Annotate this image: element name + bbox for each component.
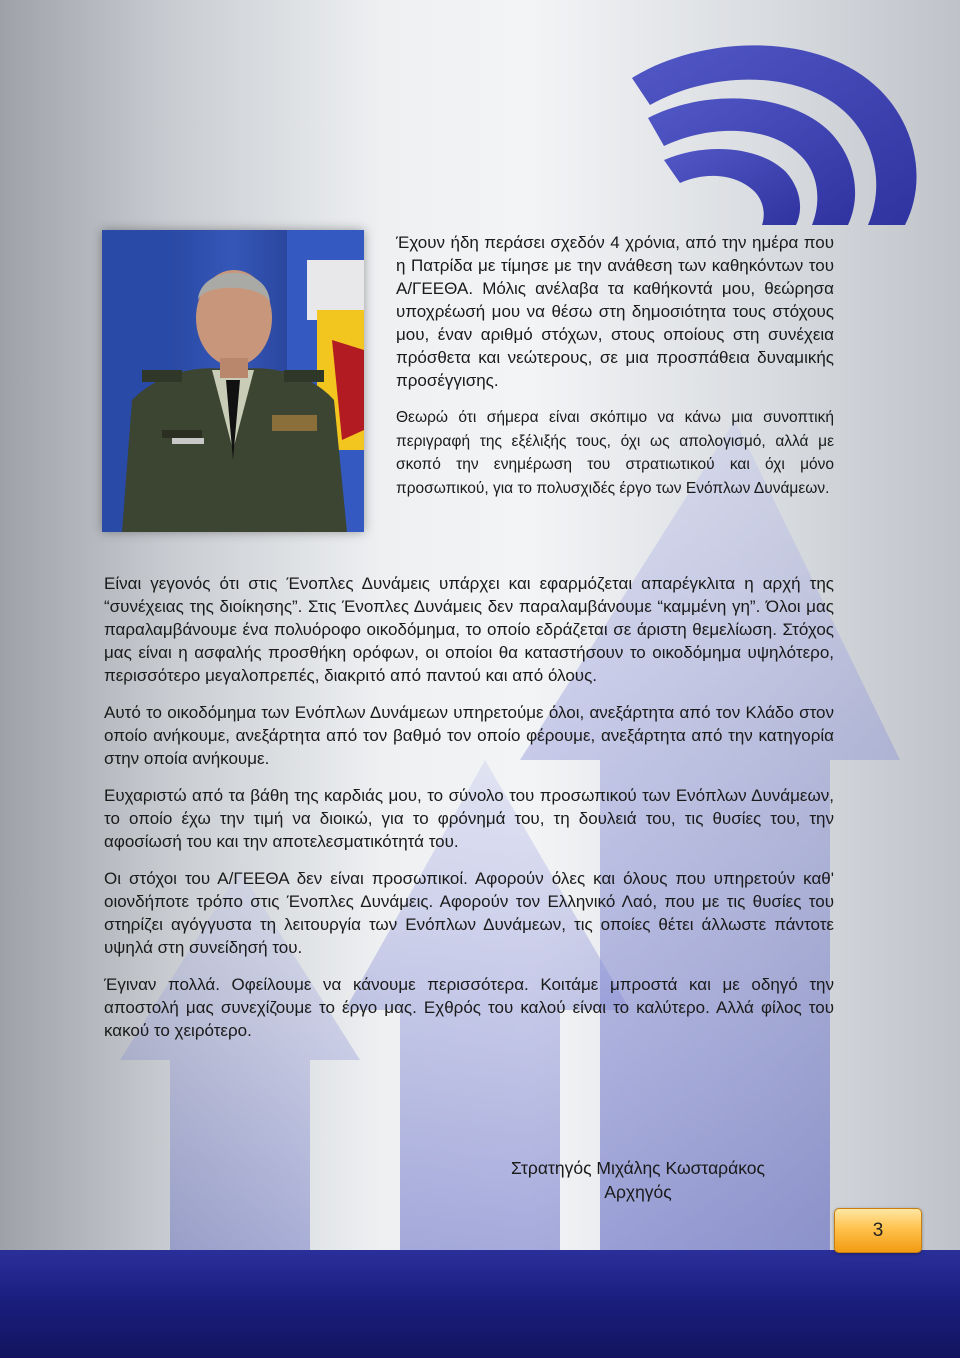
footer-band xyxy=(0,1250,960,1358)
signal-swoosh-logo xyxy=(632,45,917,225)
signature-title: Αρχηγός xyxy=(604,1182,672,1202)
intro-paragraph-1: Έχουν ήδη περάσει σχεδόν 4 χρόνια, από την ημέρα που η Πατρίδα με τίμησε με την ανάθεση των καθηκόντων του Α/ΓΕΕΘΑ. Μόλις ανέλαβα τα καθήκοντά μου, θεώρησα υποχρέωσή μου να θέσω στη δημοσιότητα τους στόχους μου, έναν αριθμό στόχων, στους οποίους στη συνέχεια πρόσθετα και νεώτερους, σε μια προσπάθεια δυναμικής προσέγγισης. xyxy=(396,233,834,390)
intro-paragraph-2: Θεωρώ ότι σήμερα είναι σκόπιμο να κάνω μια συνοπτική περιγραφή της εξέλιξής τους, όχι ως απολογισμό, αλλά με σκοπό την ενημέρωση του στρατιωτικού και όχι μόνο προσωπικού, για το πολυσχιδές έργο των Ενόπλων Δυνάμεων. xyxy=(396,409,834,497)
body-paragraph-2: Αυτό το οικοδόμημα των Ενόπλων Δυνάμεων υπηρετούμε όλοι, ανεξάρτητα από τον Κλάδο στον οποίο ανήκουμε, ανεξάρτητα από τον βαθμό τον οποίο φέρουμε, ανεξάρτητα από την κατηγορία στην οποία ανήκουμε. xyxy=(104,703,834,768)
body-paragraph-5: Έγιναν πολλά. Οφείλουμε να κάνουμε περισσότερα. Κοιτάμε μπροστά και με οδηγό την αποστολή μας συνεχίζουμε το έργο μας. Εχθρός του καλού είναι το καλύτερο. Αλλά φίλος του κακού το χειρότερο. xyxy=(104,975,834,1040)
body-paragraph-4: Οι στόχοι του Α/ΓΕΕΘΑ δεν είναι προσωπικοί. Αφορούν όλες και όλους που υπηρετούν καθ' οιονδήποτε τρόπο στις Ένοπλες Δυνάμεις. Αφορούν τον Ελληνικό Λαό, που με τις θυσίες του στηρίζει αγόγγυστα τη λειτουργία των Ενόπλων Δυνάμεων, τις οποίες θέτει άλλωστε πάντοτε υψηλά στη συνείδησή του. xyxy=(104,869,834,957)
signature-name: Στρατηγός Μιχάλης Κωσταράκος xyxy=(511,1158,765,1178)
signature-block xyxy=(470,1156,806,1204)
body-paragraph-1: Είναι γεγονός ότι στις Ένοπλες Δυνάμεις υπάρχει και εφαρμόζεται απαρέγκλιτα η αρχή της “συνέχειας της διοίκησης”. Στις Ένοπλες Δυνάμεις δεν παραλαμβάνουμε “καμμένη γη”. Όλοι μας παραλαμβάνουμε ένα πολυόροφο οικοδόμημα, το οποίο εδράζεται σε άριστη θεμελίωση. Στόχος μας είναι η ασφαλής προσθήκη ορόφων, οι οποίοι θα καταστήσουν το οικοδόμημα υψηλότερο, περισσότερο μεγαλοπρεπές, διακριτό από παντού και από όλους. xyxy=(104,574,834,685)
body-paragraph-3: Ευχαριστώ από τα βάθη της καρδιάς μου, το σύνολο του προσωπικού των Ενόπλων Δυνάμεων, το οποίο έχω την τιμή να διοικώ, για το φρόνημά του, τη δουλειά του, τις θυσίες του, την αφοσίωσή του και την αποτελεσματικότητά του. xyxy=(104,786,834,851)
page-number-badge: 3 xyxy=(834,1208,922,1253)
portrait-photo xyxy=(102,230,364,532)
intro-section xyxy=(396,231,834,514)
body-section xyxy=(104,572,834,1056)
